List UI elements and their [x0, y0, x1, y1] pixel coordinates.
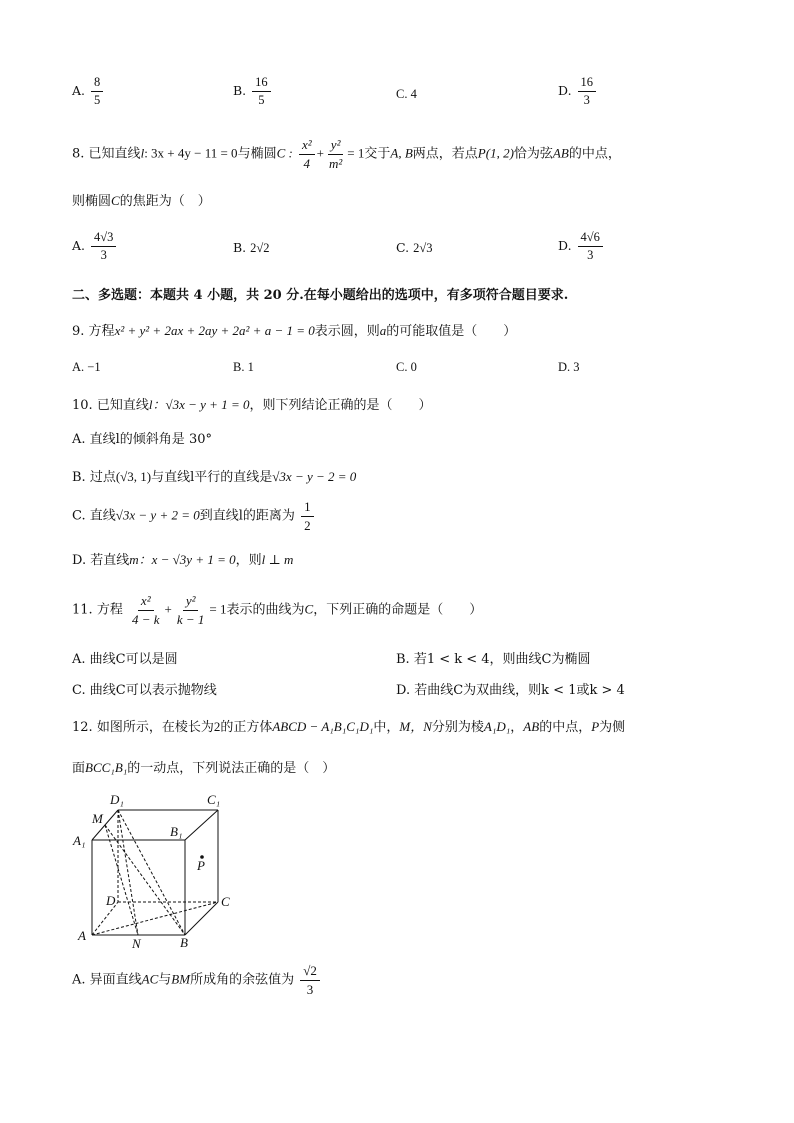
question-11: 11. 方程 $\frac{\text{x²}}{4 - k}$ + $\frac{\text{y²}}{k - 1}$ = 1表示的曲线为C，下列正确的命题是（ ）	[72, 593, 483, 627]
label-c: C	[221, 894, 230, 909]
q11-option-c: C. 曲线C可以表示抛物线	[72, 683, 217, 698]
q8-option-a: A. $\frac{4√3}{3}$	[72, 231, 118, 262]
q8-option-d: D. $\frac{4√6}{3}$	[558, 231, 605, 262]
q10-option-d: D. 若直线m：x − √3y + 1 = 0，则l ⊥ m	[72, 552, 294, 568]
edge-bc	[185, 902, 218, 935]
q8-number: 8.	[72, 146, 85, 162]
question-9: 9. 方程x² + y² + 2ax + 2ay + 2a² + a − 1 = 0表示圆，则a的可能取值是（ ）	[72, 323, 517, 339]
label-m: M	[92, 811, 103, 826]
label-c1: C₁	[207, 792, 221, 807]
label-n: N	[132, 936, 141, 950]
label-a: A	[78, 928, 86, 943]
question-8: 8. 已知直线l: 3x + 4y − 11 = 0与椭圆C : $\frac{\text{x²}}{4}$ + $\frac{\text{y²}}{\text{m²}}$ = 1交于A, B两点，若点P(1, 2)恰为弦AB的中点，	[72, 137, 621, 171]
q11-option-d: D. 若曲线C为双曲线，则k < 1或k > 4	[396, 683, 625, 698]
q7-option-b: B. $\frac{16}{5}$	[233, 76, 273, 107]
label-b: B	[180, 935, 188, 950]
question-12: 12. 如图所示，在棱长为2的正方体ABCD − A₁B₁C₁D₁中，M，N分别为棱A₁D₁，AB的中点，P为侧	[72, 719, 626, 735]
section-2-title: 二、多选题：本题共 4 小题，共 20 分.在每小题给出的选项中，有多项符合题目要求.	[72, 288, 569, 303]
q10-option-c: C. 直线√3x − y + 2 = 0到直线l的距离为 $\frac{1}{2}$	[72, 500, 316, 532]
q9-option-a: A. −1	[72, 360, 101, 374]
q11-option-a: A. 曲线C可以是圆	[72, 652, 178, 667]
q9-option-c: C. 0	[396, 360, 417, 374]
label-p: P	[197, 858, 205, 873]
label-b1: B₁	[170, 824, 183, 839]
q8-option-c: C. 2√3	[396, 240, 433, 255]
q7-option-c: C. 4	[396, 87, 417, 101]
question-12-line2: 面BCC₁B₁的一动点，下列说法正确的是（ ）	[72, 760, 336, 776]
q7-option-a: A. $\frac{8}{5}$	[72, 76, 105, 107]
q12-option-a: A. 异面直线AC与BM所成角的余弦值为 $\frac{√2}{3}$	[72, 964, 322, 996]
question-10: 10. 已知直线l：√3x − y + 1 = 0，则下列结论正确的是（ ）	[72, 397, 432, 413]
q7-option-d: D. $\frac{16}{3}$	[558, 76, 598, 107]
segment-mb	[105, 825, 185, 935]
q8-option-b: B. 2√2	[233, 240, 270, 255]
question-8-line2: 则椭圆C的焦距为（ ）	[72, 193, 211, 209]
label-d1: D₁	[110, 792, 124, 807]
segment-mn	[105, 825, 138, 935]
q9-option-d: D. 3	[558, 360, 580, 374]
edge-b1c1	[185, 810, 218, 840]
q11-option-b: B. 若1 < k < 4，则曲线C为椭圆	[396, 652, 591, 667]
label-a1: A₁	[73, 833, 86, 848]
cube-figure	[70, 790, 240, 950]
q10-option-b: B. 过点(√3, 1)与直线l平行的直线是√3x − y − 2 = 0	[72, 469, 357, 485]
q9-option-b: B. 1	[233, 360, 254, 374]
q10-option-a: A. 直线l的倾斜角是 30°	[72, 432, 212, 447]
label-d: D	[106, 893, 116, 908]
